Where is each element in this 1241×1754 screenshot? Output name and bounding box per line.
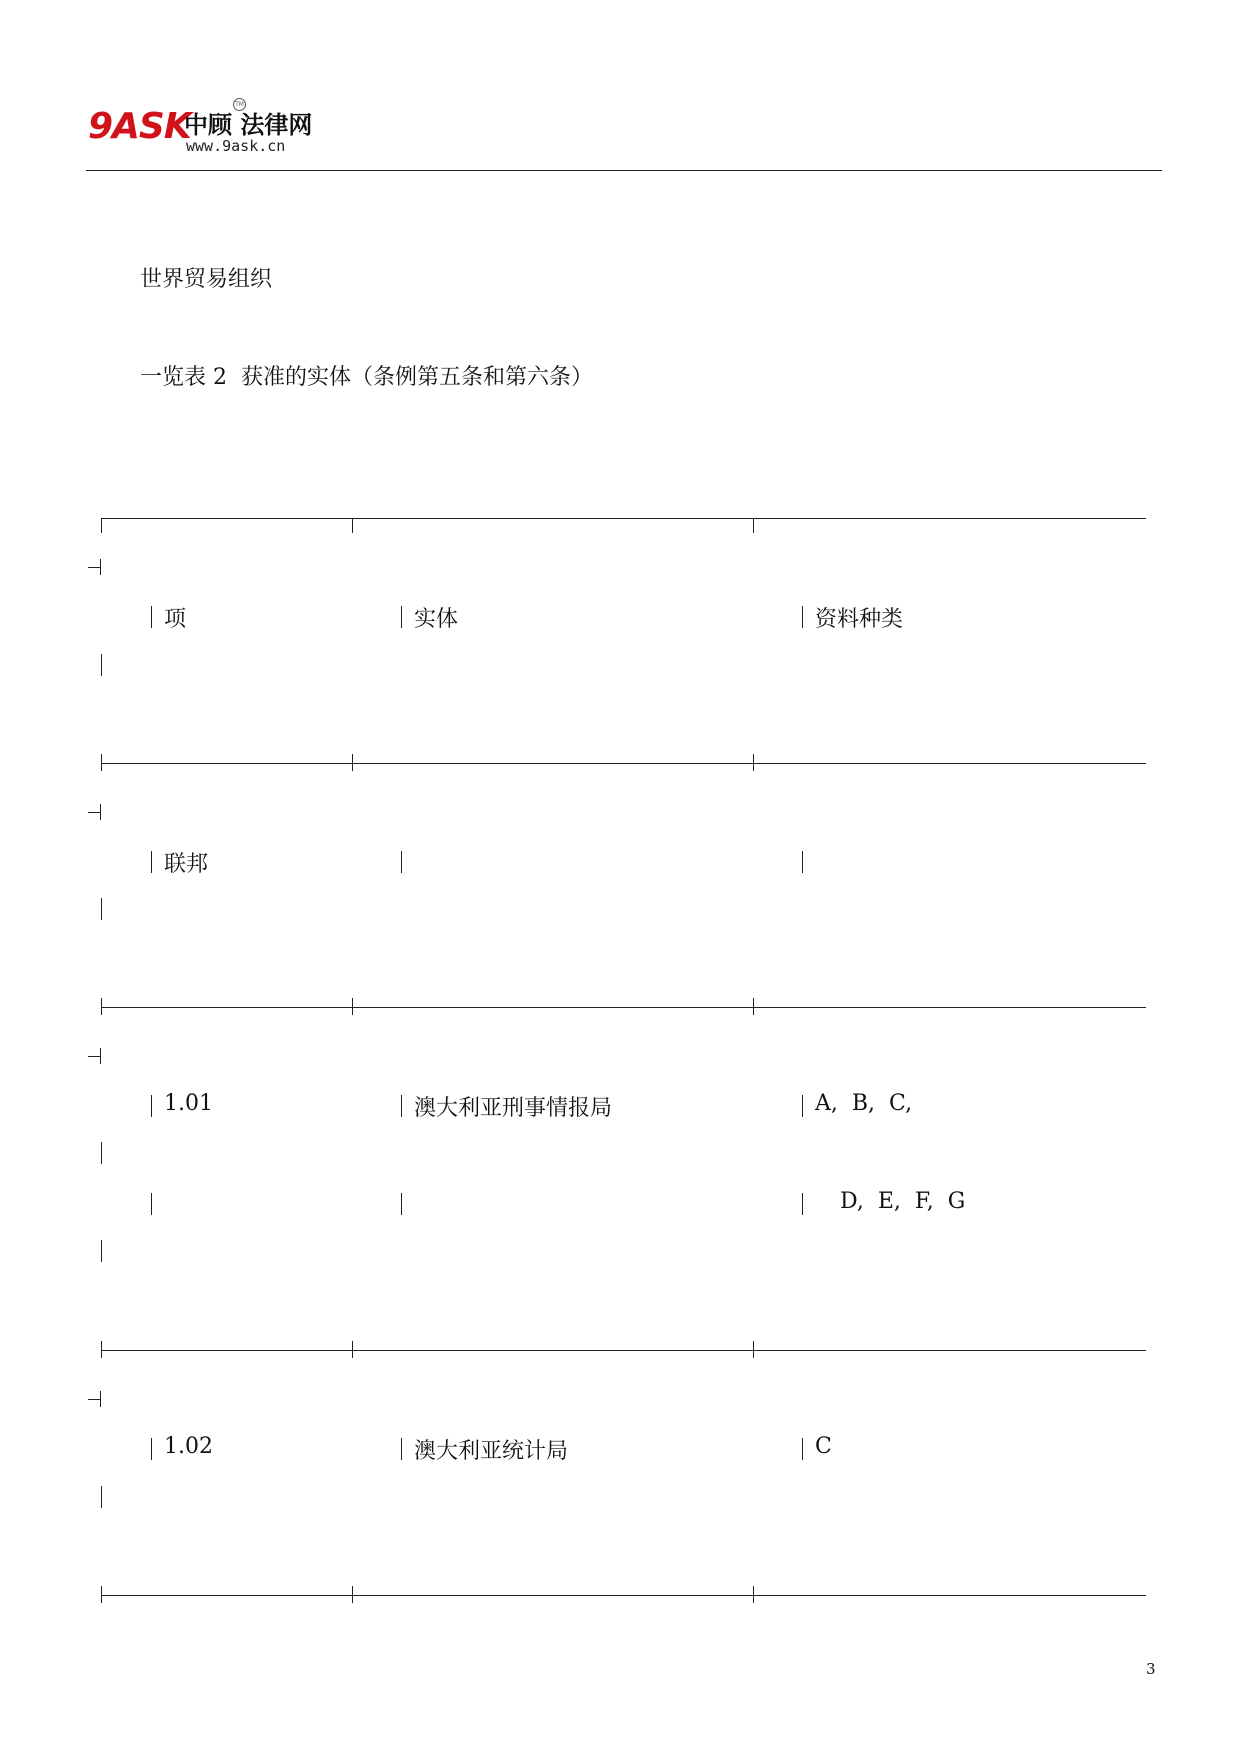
cell-bar — [401, 1193, 402, 1215]
column-junction — [352, 754, 353, 771]
column-junction — [753, 1341, 754, 1358]
row-edge-bar — [101, 1240, 102, 1262]
right-junction-mark — [88, 1056, 101, 1057]
page-number: 3 — [1146, 1660, 1156, 1678]
row-item: 联邦 — [164, 852, 209, 877]
cell-bar — [151, 1095, 152, 1117]
row-entity: 澳大利亚刑事情报局 — [414, 1096, 613, 1121]
row-category-continued: D, E, F, G — [840, 1189, 966, 1214]
site-logo — [88, 98, 328, 160]
organization-name: 世界贸易组织 — [140, 267, 273, 292]
column-tick — [753, 518, 754, 533]
table-rule — [101, 1595, 1146, 1596]
right-junction-mark — [88, 1399, 101, 1400]
right-junction-mark — [88, 812, 101, 813]
row-junction — [101, 754, 102, 771]
logo-url: www.9ask.cn — [186, 137, 286, 155]
table-rule — [101, 763, 1146, 764]
row-edge-bar — [101, 1142, 102, 1164]
column-junction — [753, 998, 754, 1015]
header-item: 项 — [164, 607, 187, 632]
right-corner-mark — [88, 567, 101, 568]
schedule-title: 一览表 2 获准的实体（条例第五条和第六条） — [140, 365, 593, 390]
cell-bar — [151, 1438, 152, 1460]
corner-mark — [101, 518, 102, 533]
header-category: 资料种类 — [815, 607, 904, 632]
row-junction — [101, 998, 102, 1015]
table-rule — [101, 518, 1146, 519]
table-rule — [101, 1007, 1146, 1008]
cell-bar — [151, 851, 152, 873]
cell-bar — [401, 606, 402, 628]
cell-bar — [802, 606, 803, 628]
cell-bar — [151, 1193, 152, 1215]
cell-bar — [802, 851, 803, 873]
column-tick — [352, 518, 353, 533]
row-junction — [101, 1586, 102, 1603]
table-rule — [101, 1350, 1146, 1351]
header-entity: 实体 — [414, 607, 459, 632]
cell-bar — [802, 1095, 803, 1117]
row-entity: 澳大利亚统计局 — [414, 1439, 569, 1464]
row-category: C — [815, 1434, 832, 1459]
cell-bar — [401, 1095, 402, 1117]
column-junction — [352, 1586, 353, 1603]
row-junction — [101, 1341, 102, 1358]
trademark-icon: TM — [233, 98, 246, 111]
row-item: 1.02 — [164, 1434, 213, 1459]
logo-chinese-name: 中顾 法律网 — [184, 111, 313, 139]
header-divider — [86, 170, 1162, 171]
cell-bar — [802, 1193, 803, 1215]
column-junction — [352, 998, 353, 1015]
cell-bar — [151, 606, 152, 628]
row-edge-bar — [101, 1486, 102, 1508]
logo-mark: 9ASK — [88, 106, 191, 147]
cell-bar — [802, 1438, 803, 1460]
column-junction — [753, 754, 754, 771]
cell-bar — [401, 851, 402, 873]
row-item: 1.01 — [164, 1091, 213, 1116]
row-edge-bar — [101, 654, 102, 676]
row-category: A, B, C, — [815, 1091, 913, 1116]
column-junction — [352, 1341, 353, 1358]
column-junction — [753, 1586, 754, 1603]
row-edge-bar — [101, 898, 102, 920]
cell-bar — [401, 1438, 402, 1460]
